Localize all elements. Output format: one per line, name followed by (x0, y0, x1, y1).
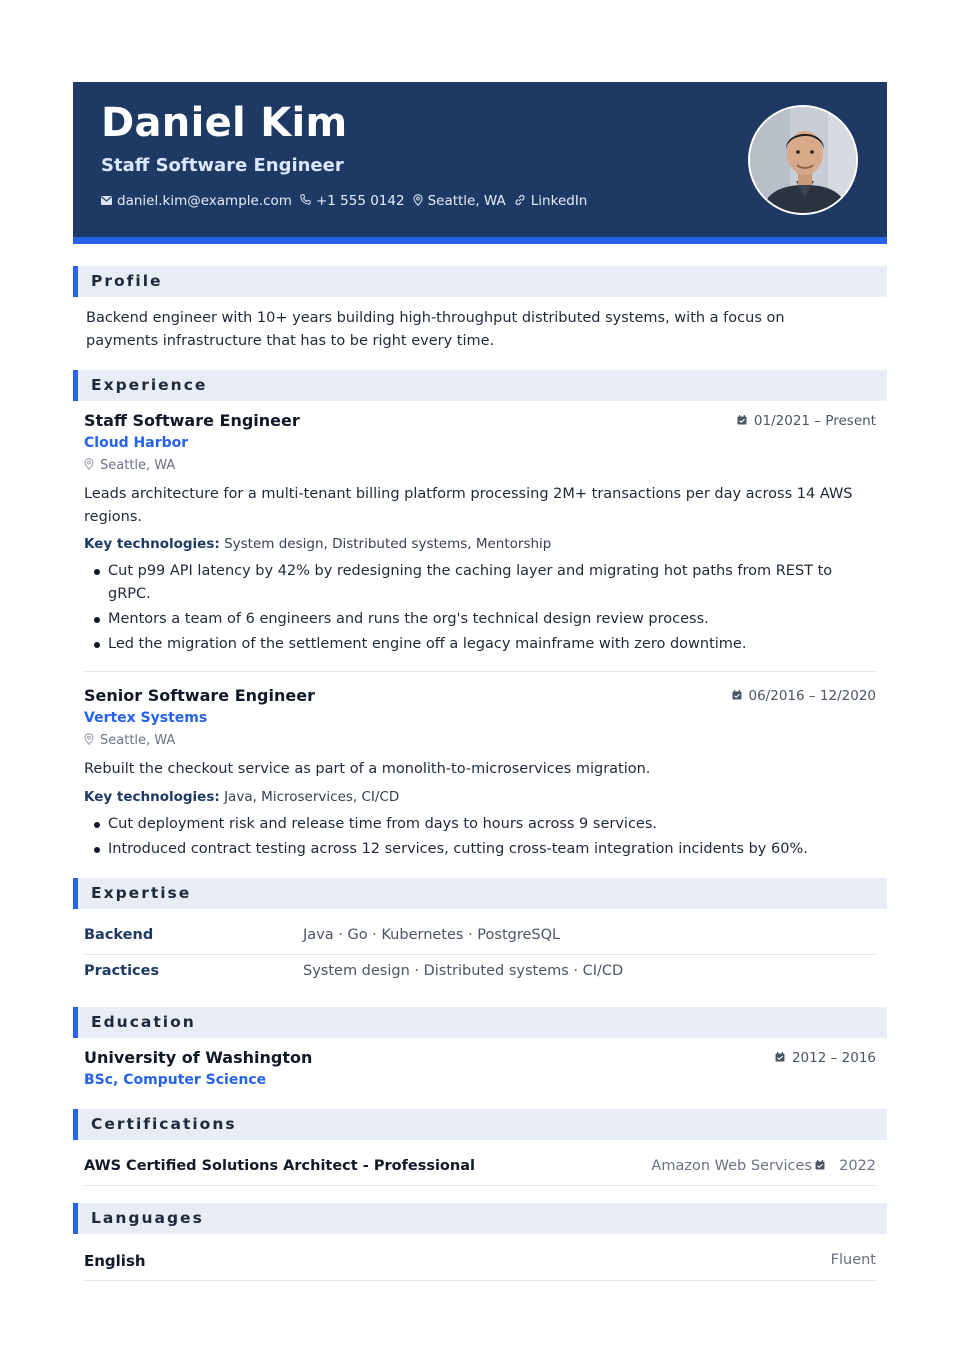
list-item: Cut deployment risk and release time from days to hours across 9 services. (86, 813, 866, 836)
calendar-icon (815, 1160, 825, 1173)
date-text: 06/2016 – 12/2020 (748, 688, 876, 704)
section-header-expertise (73, 878, 887, 909)
phone-text: +1 555 0142 (315, 193, 405, 209)
job-title: Staff Software Engineer (84, 411, 300, 430)
section-title: Profile (91, 272, 163, 290)
tech-label: Key technologies: (84, 536, 220, 552)
contact-location (413, 193, 506, 209)
job-location (84, 458, 175, 473)
section-header-experience (73, 370, 887, 401)
contact-link[interactable] (514, 193, 588, 209)
list-item: Introduced contract testing across 12 services, cutting cross-team integration incidents by 60%. (86, 838, 866, 861)
section-title: Certifications (91, 1115, 237, 1133)
section-title: Languages (91, 1209, 204, 1227)
certification-issuer (651, 1158, 825, 1174)
location-text: Seattle, WA (100, 733, 176, 748)
key-technologies (84, 536, 551, 552)
calendar-icon (737, 415, 747, 428)
education-dates (775, 1050, 876, 1066)
job-title: Senior Software Engineer (84, 686, 315, 705)
list-item: Led the migration of the settlement engine off a legacy mainframe with zero downtime. (86, 633, 866, 656)
skill-values: System design · Distributed systems · CI/CD (303, 963, 624, 979)
contact-bar (101, 193, 595, 209)
email-text: daniel.kim@example.com (117, 193, 292, 209)
tech-label: Key technologies: (84, 789, 220, 805)
location-text: Seattle, WA (427, 193, 506, 209)
row-divider (84, 954, 876, 955)
map-pin-icon (413, 194, 423, 209)
date-text: 01/2021 – Present (753, 413, 876, 429)
job-summary: Leads architecture for a multi-tenant billing platform processing 2M+ transactions per day across 14 AWS regions. (84, 486, 853, 525)
degree-name: BSc, Computer Science (84, 1072, 267, 1088)
job-divider (84, 671, 876, 672)
section-title: Education (91, 1013, 196, 1031)
job-summary: Rebuilt the checkout service as part of a monolith-to-microservices migration. (84, 761, 651, 777)
company-name: Vertex Systems (84, 710, 208, 726)
section-header-education (73, 1007, 887, 1038)
row-divider (84, 1185, 876, 1186)
profile-summary: Backend engineer with 10+ years building high-throughput distributed systems, with a focus on payments infrastructure that has to be right every time. (86, 310, 785, 349)
calendar-icon (775, 1052, 785, 1065)
language-level: Fluent (830, 1252, 876, 1268)
section-title: Expertise (91, 884, 192, 902)
section-title: Experience (91, 376, 208, 394)
map-pin-icon (84, 733, 94, 748)
link-icon (514, 194, 526, 209)
job-location (84, 733, 175, 748)
list-item: Cut p99 API latency by 42% by redesigning the caching layer and migrating hot paths from REST to gRPC. (86, 560, 866, 606)
language-name: English (84, 1252, 146, 1270)
contact-email[interactable] (101, 193, 292, 209)
header-accent-bar (73, 237, 887, 244)
calendar-icon (732, 690, 742, 703)
section-header-profile (73, 266, 887, 297)
resume-header (73, 82, 887, 244)
resume-page (73, 82, 887, 1270)
profile-photo (748, 105, 858, 215)
job-dates (732, 688, 877, 704)
job-dates (737, 413, 876, 429)
section-header-languages (73, 1203, 887, 1234)
candidate-headline: Staff Software Engineer (101, 155, 344, 176)
date-text: 2012 – 2016 (791, 1050, 876, 1066)
achievement-list (86, 813, 866, 863)
certification-name: AWS Certified Solutions Architect - Professional (84, 1158, 475, 1174)
location-text: Seattle, WA (100, 458, 176, 473)
envelope-icon (101, 195, 112, 208)
phone-icon (300, 194, 311, 208)
issuer-text: Amazon Web Services (651, 1158, 812, 1174)
link-text: LinkedIn (530, 193, 588, 209)
tech-list: Java, Microservices, CI/CD (224, 789, 400, 805)
certification-year: 2022 (839, 1158, 876, 1174)
school-name: University of Washington (84, 1048, 313, 1067)
skill-category: Backend (84, 927, 154, 943)
skill-values: Java · Go · Kubernetes · PostgreSQL (303, 927, 561, 943)
achievement-list (86, 560, 866, 658)
map-pin-icon (84, 458, 94, 473)
row-divider (84, 1280, 876, 1281)
tech-list: System design, Distributed systems, Mentorship (224, 536, 552, 552)
section-header-certifications (73, 1109, 887, 1140)
key-technologies (84, 789, 399, 805)
skill-category: Practices (84, 963, 160, 979)
list-item: Mentors a team of 6 engineers and runs the org's technical design review process. (86, 608, 866, 631)
company-name: Cloud Harbor (84, 435, 189, 451)
candidate-name: Daniel Kim (101, 100, 348, 146)
contact-phone[interactable] (300, 193, 405, 209)
